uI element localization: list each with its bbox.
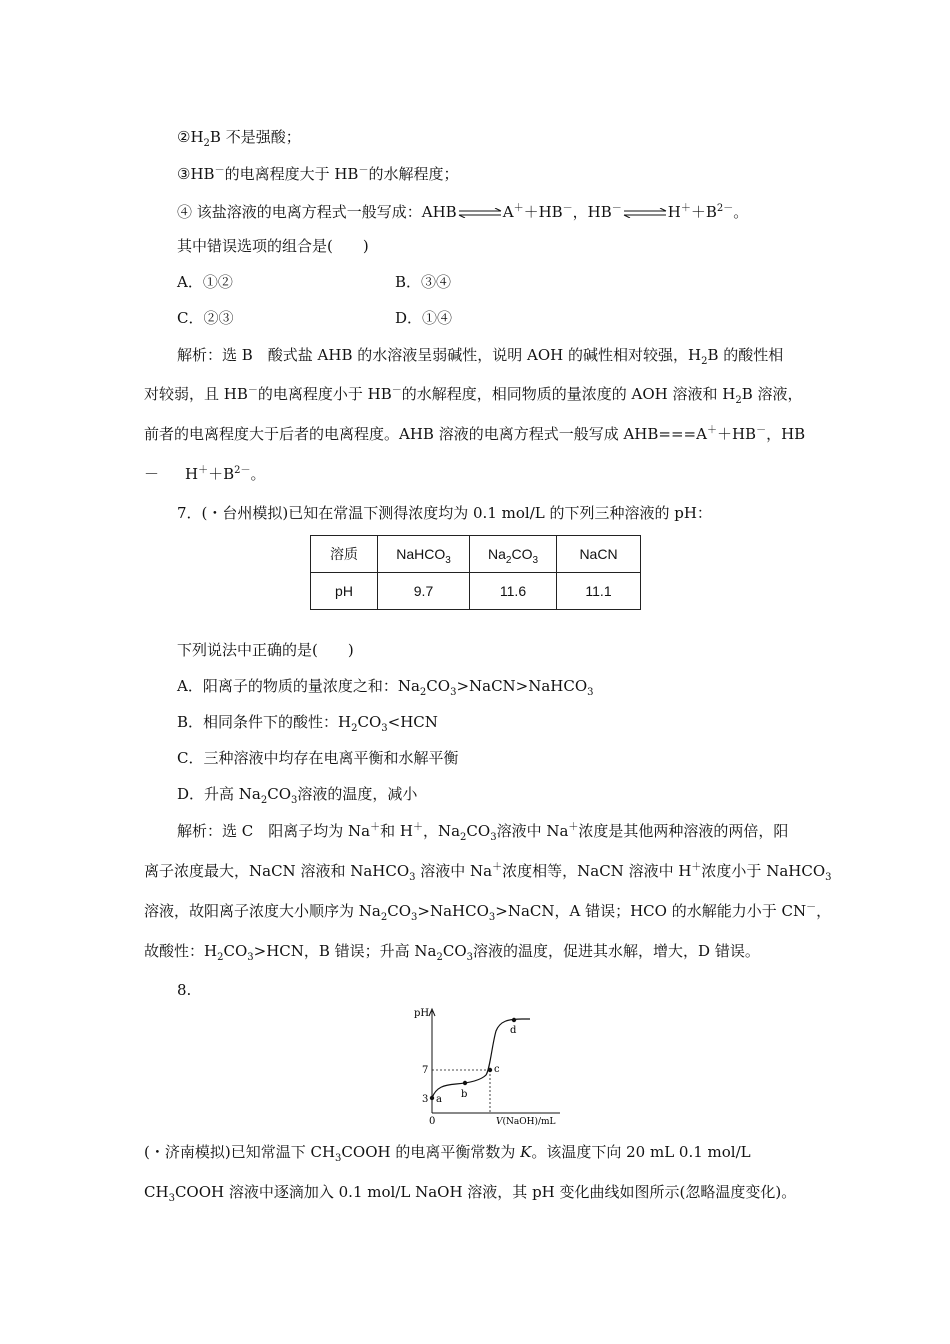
point-d (512, 1018, 516, 1022)
point-c (488, 1068, 492, 1072)
analysis-1-line-3: 前者的电离程度大于后者的电离程度。AHB 溶液的电离方程式一般写成 AHB===A＋＋HB－，HB (144, 425, 806, 443)
table-row (311, 536, 641, 573)
option-d: D．①④ (395, 309, 453, 327)
origin-label: 0 (429, 1116, 436, 1127)
question-8-number: 8. (177, 981, 192, 999)
equilibrium-arrow-icon (622, 208, 668, 218)
table-header-cell: NaHCO$_3$ (378, 536, 470, 573)
question-7-ask: 下列说法中正确的是( ) (177, 641, 354, 659)
point-d-label: d (510, 1025, 517, 1036)
table-row (311, 573, 641, 610)
option-a: A．①② (177, 273, 233, 291)
analysis-1-line-2: 对较弱，且 HB－的电离程度小于 HB－的水解程度，相同物质的量浓度的 AOH 溶液和 $H_2B$ 溶液， (144, 385, 803, 406)
table-cell: pH (311, 573, 378, 610)
x-axis-label: V(NaOH)/mL (496, 1117, 556, 1127)
titration-curve-figure (410, 1005, 590, 1127)
table-cell: 9.7 (378, 573, 470, 610)
analysis-2-line-3: 溶液，故阳离子浓度大小顺序为 $Na_2CO_3>NaHCO_3>NaCN$，A 错误；HCO 的水解能力小于 CN－， (144, 902, 832, 923)
option-statement-3: ③HB－的电离程度大于 HB－的水解程度； (177, 165, 459, 183)
table-header-cell: NaCN (557, 536, 641, 573)
analysis-1-line-4: － $H^++B^{2-}$。 (144, 465, 266, 483)
point-c-label: c (494, 1064, 500, 1075)
question-ask: 其中错误选项的组合是( ) (177, 237, 369, 255)
option-statement-4: ④ 该盐溶液的电离方程式一般写成：AHB A＋＋HB－，HB－ $H^++B^{2-}$。 (177, 203, 749, 221)
ph-table (310, 535, 641, 610)
option-b: B．③④ (395, 273, 452, 291)
table-cell: 11.1 (557, 573, 641, 610)
table-cell: 11.6 (470, 573, 557, 610)
analysis-1-line-1: 解析：选 B 酸式盐 AHB 的水溶液呈弱碱性，说明 AOH 的碱性相对较强，$H_2B$ 的酸性相 (177, 346, 784, 367)
point-a (430, 1096, 434, 1100)
y-axis-label: pH (414, 1008, 430, 1019)
question-7-stem: 7．(・台州模拟)已知在常温下测得浓度均为 0.1 mol/L 的下列三种溶液的 pH： (177, 504, 712, 522)
option-statement-2: $②H_2B$ 不是强酸； (177, 128, 301, 149)
q7-option-c: C．三种溶液中均存在电离平衡和水解平衡 (177, 749, 459, 767)
table-header-cell: 溶质 (311, 536, 378, 573)
y-tick-3: 3 (422, 1094, 429, 1105)
equilibrium-arrow-icon (457, 208, 503, 218)
point-b (463, 1081, 467, 1085)
analysis-2-line-1: 解析：选 C 阳离子均为 Na＋和 H＋，$Na_2CO_3$溶液中 Na＋浓度是其他两种溶液的两倍，阳 (177, 822, 789, 843)
point-b-label: b (461, 1089, 468, 1100)
y-tick-7: 7 (422, 1065, 429, 1076)
q7-option-a: A．阳离子的物质的量浓度之和：$Na_2CO_3>NaCN>NaHCO_3$ (177, 677, 594, 698)
question-8-stem-line-2: $CH_3COOH$ 溶液中逐滴加入 0.1 mol/L NaOH 溶液，其 pH 变化曲线如图所示(忽略温度变化)。 (144, 1183, 797, 1204)
table-header-cell: $Na_2CO_3$ (470, 536, 557, 573)
point-a-label: a (436, 1094, 442, 1105)
analysis-2-line-4: 故酸性：$H_2CO_3>HCN$，B 错误；升高 $Na_2CO_3$溶液的温度，促进其水解，增大，D 错误。 (144, 942, 760, 963)
q7-option-b: B．相同条件下的酸性：$H_2CO_3<HCN$ (177, 713, 438, 734)
question-8-stem-line-1: (・济南模拟)已知常温下 $CH_3COOH$ 的电离平衡常数为 K。该温度下向 20 mL 0.1 mol/L (144, 1143, 751, 1164)
option-c: C．②③ (177, 309, 234, 327)
analysis-2-line-2: 离子浓度最大，NaCN 溶液和 NaHCO$_3$ 溶液中 Na＋浓度相等，NaCN 溶液中 H＋浓度小于 NaHCO$_3$ (144, 862, 832, 883)
q7-option-d: D．升高 $Na_2CO_3$溶液的温度，减小 (177, 785, 418, 806)
